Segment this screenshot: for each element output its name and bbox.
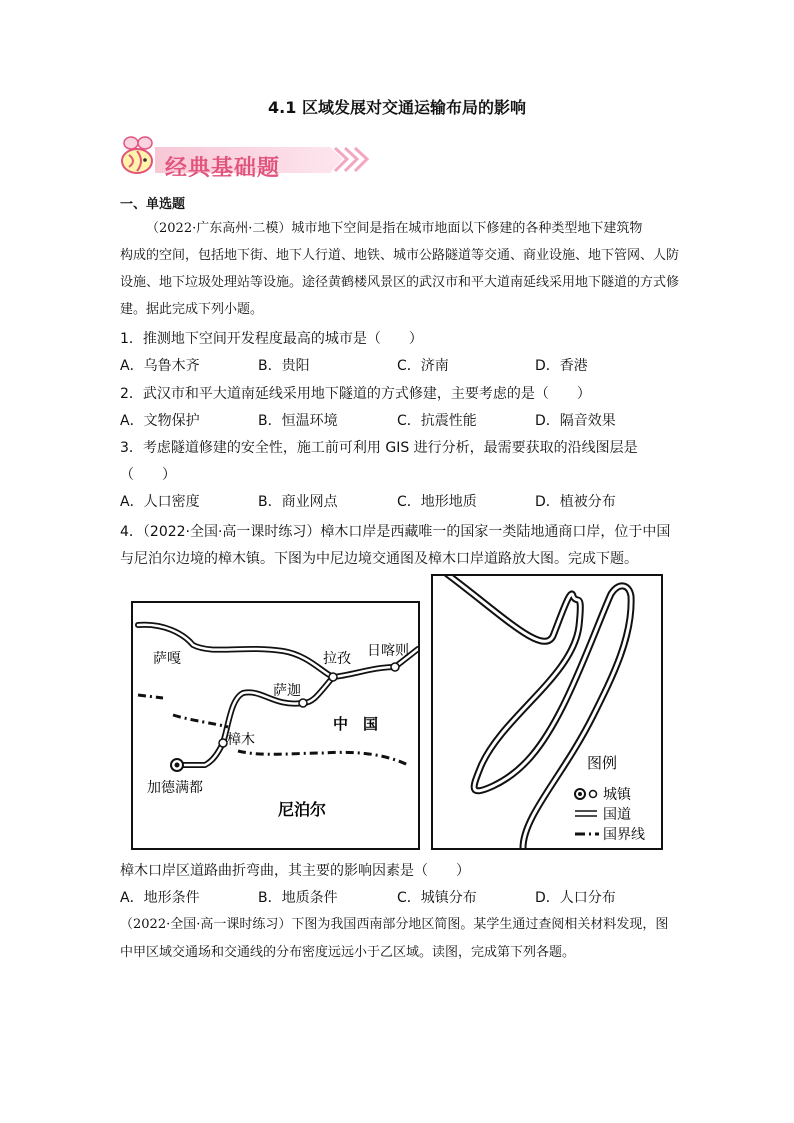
- question-3-stem: 3．考虑隧道修建的安全性，施工前可利用 GIS 进行分析，最需要获取的沿线图层是: [120, 440, 638, 456]
- option-c[interactable]: C．城镇分布: [397, 890, 477, 906]
- map-label-zhangmu: 樟木: [227, 732, 255, 748]
- intro-body: 构成的空间，包括地下街、地下人行道、地铁、城市公路隧道等交通、商业设施、地下管网、人防设施、地下垃圾处理站等设施。途径黄鹤楼风景区的武汉市和平大道南延线采用地下隧道的方式修建。据此完成下列小题。: [120, 248, 680, 317]
- option-b[interactable]: B．恒温环境: [258, 413, 338, 429]
- map-label-kathmandu: 加德满都: [147, 780, 203, 796]
- town-marker-shigatse: [391, 663, 399, 671]
- option-a[interactable]: A．文物保护: [120, 413, 200, 429]
- option-a[interactable]: A．乌鲁木齐: [120, 358, 200, 374]
- map-label-lhatse: 拉孜: [323, 651, 351, 667]
- town-marker-zhangmu: [219, 739, 227, 747]
- legend-town-label: 城镇: [603, 787, 631, 803]
- question-1-stem: 1．推测地下空间开发程度最高的城市是（ ）: [120, 331, 423, 347]
- option-c[interactable]: C．济南: [397, 358, 449, 374]
- legend-road-label: 国道: [603, 807, 631, 823]
- legend-border-label: 国界线: [603, 827, 645, 843]
- option-a[interactable]: A．地形条件: [120, 890, 200, 906]
- next-question-intro: （2022·全国·高一课时练习）下图为我国西南部分地区简图。某学生通过查阅相关材料发现，图中甲区域交通场和交通线的分布密度远远小于乙区域。读图，完成第下列各题。: [120, 917, 669, 960]
- option-d[interactable]: D．隔音效果: [535, 413, 616, 429]
- map-label-saga: 萨迦: [273, 683, 301, 699]
- section-banner-label: 经典基础题: [165, 156, 281, 181]
- question-4-question: 樟木口岸区道路曲折弯曲，其主要的影响因素是（ ）: [120, 863, 470, 879]
- page-title: 4.1 区域发展对交通运输布局的影响: [268, 98, 526, 117]
- option-b[interactable]: B．贵阳: [258, 358, 310, 374]
- intro-first-line: （2022·广东高州·二模）城市地下空间是指在城市地面以下修建的各种类型地下建筑物: [146, 221, 643, 236]
- question-2-stem: 2．武汉市和平大道南延线采用地下隧道的方式修建，主要考虑的是（ ）: [120, 386, 591, 402]
- border-traffic-map: [131, 601, 420, 850]
- legend-town-icon: [575, 789, 597, 799]
- option-d[interactable]: D．人口分布: [535, 890, 616, 906]
- intro-paragraph: [120, 215, 680, 323]
- option-a[interactable]: A．人口密度: [120, 494, 200, 510]
- zhangmu-road-map: [431, 574, 663, 850]
- option-c[interactable]: C．抗震性能: [397, 413, 477, 429]
- option-d[interactable]: D．香港: [535, 358, 588, 374]
- option-b[interactable]: B．商业网点: [258, 494, 338, 510]
- option-b[interactable]: B．地质条件: [258, 890, 338, 906]
- map-label-nepal: 尼泊尔: [278, 800, 327, 819]
- map-label-sakya: 萨嘎: [153, 651, 181, 667]
- option-d[interactable]: D．植被分布: [535, 494, 616, 510]
- map-label-shigatse: 日喀则: [367, 643, 409, 659]
- section-heading: 一、单选题: [120, 197, 186, 212]
- legend-title: 图例: [587, 754, 618, 772]
- legend-road-icon: [575, 811, 597, 816]
- option-c[interactable]: C．地形地质: [397, 494, 477, 510]
- question-4-stem: 4．（2022·全国·高一课时练习）樟木口岸是西藏唯一的国家一类陆地通商口岸，位于中国与尼泊尔边境的樟木镇。下图为中尼边境交通图及樟木口岸道路放大图。完成下题。: [120, 524, 671, 567]
- question-3-stem-continued: （ ）: [120, 467, 176, 483]
- town-marker-saga: [299, 699, 307, 707]
- zhangmu-road-drawing: [433, 576, 661, 848]
- border-traffic-map-drawing: [133, 603, 418, 848]
- town-marker-lhatse: [329, 673, 337, 681]
- bee-icon: [122, 137, 152, 173]
- map-label-china: 中 国: [333, 715, 379, 733]
